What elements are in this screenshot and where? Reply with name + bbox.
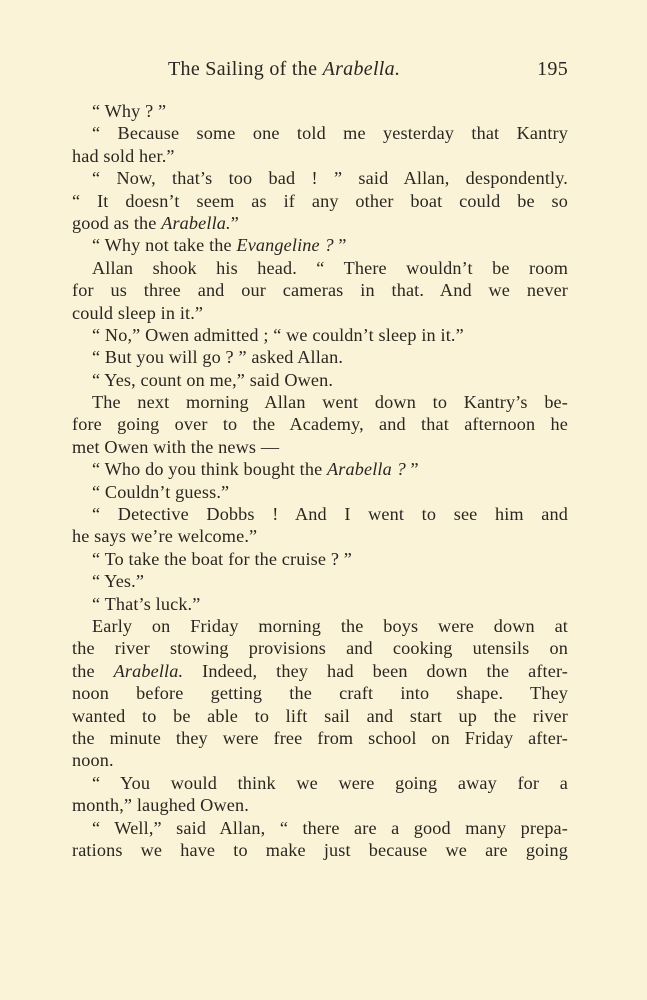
text-line [72, 257, 568, 279]
text-line [72, 413, 568, 435]
line-text: “ Why not take the [92, 235, 237, 256]
line-text: fore going over to the Academy, and that afternoon he [72, 414, 568, 435]
line-text: “ Couldn’t guess.” [92, 481, 230, 502]
line-text: Indeed, they had been down the after- [183, 660, 568, 681]
text-line [72, 100, 568, 122]
text-line [72, 593, 568, 615]
italic-text: Arabella. [113, 660, 184, 681]
text-line [72, 369, 568, 391]
text-line [72, 637, 568, 659]
text-line [72, 570, 568, 592]
text-line [72, 190, 568, 212]
text-line [72, 839, 568, 861]
line-text: “ Detective Dobbs ! And I went to see him and [92, 504, 568, 525]
text-line [72, 615, 568, 637]
line-text: the [72, 660, 114, 681]
text-line [72, 705, 568, 727]
line-text: “ To take the boat for the cruise ? ” [92, 548, 352, 569]
text-line [72, 682, 568, 704]
running-title [168, 58, 400, 81]
line-text: wanted to be able to lift sail and start up the river [72, 705, 568, 726]
line-text: the minute they were free from school on Friday after- [72, 727, 568, 748]
line-text: for us three and our cameras in that. And we never [72, 280, 568, 301]
line-text: met Owen with the news — [72, 436, 280, 457]
body-text [72, 100, 568, 861]
line-text: the river stowing provisions and cooking utensils on [72, 638, 568, 659]
text-line [72, 436, 568, 458]
line-text: “ That’s luck.” [92, 593, 201, 614]
text-line [72, 525, 568, 547]
line-text: had sold her.” [72, 145, 175, 166]
line-text: he says we’re welcome.” [72, 526, 258, 547]
line-text: “ Because some one told me yesterday that Kantry [92, 123, 568, 144]
text-line [72, 458, 568, 480]
line-text: “ Well,” said Allan, “ there are a good many prepa- [92, 817, 568, 838]
text-line [72, 503, 568, 525]
line-text: noon before getting the craft into shape. They [72, 683, 568, 704]
italic-text: Arabella ? [327, 459, 406, 480]
line-text: “ But you will go ? ” asked Allan. [92, 347, 344, 368]
text-line [72, 481, 568, 503]
line-text: “ Who do you think bought the [92, 459, 328, 480]
text-line [72, 548, 568, 570]
text-line [72, 167, 568, 189]
text-line [72, 346, 568, 368]
line-text: could sleep in it.” [72, 302, 204, 323]
running-title-italic: Arabella. [322, 58, 401, 80]
text-line [72, 817, 568, 839]
line-text: Early on Friday morning the boys were down at [92, 615, 568, 636]
running-title-text: The Sailing of the [168, 58, 323, 80]
line-text: ” [405, 459, 419, 480]
line-text: month,” laughed Owen. [72, 795, 249, 816]
italic-text: Evangeline ? [236, 235, 334, 256]
line-text: good as the [72, 212, 162, 233]
text-line [72, 772, 568, 794]
line-text: ” [333, 235, 347, 256]
line-text: The next morning Allan went down to Kantry’s be- [92, 392, 568, 413]
text-line [72, 391, 568, 413]
line-text: “ Yes.” [92, 571, 145, 592]
text-line [72, 324, 568, 346]
text-line [72, 234, 568, 256]
line-text: “ Yes, count on me,” said Owen. [92, 369, 334, 390]
text-line [72, 302, 568, 324]
line-text: “ Now, that’s too bad ! ” said Allan, despondently. [92, 168, 568, 189]
line-text: ” [230, 212, 239, 233]
line-text: “ No,” Owen admitted ; “ we couldn’t sleep in it.” [92, 324, 464, 345]
line-text: “ You would think we were going away for a [92, 772, 568, 793]
text-line [72, 727, 568, 749]
text-line [72, 794, 568, 816]
page-number: 195 [537, 58, 568, 80]
text-line [72, 145, 568, 167]
line-text: Allan shook his head. “ There wouldn’t be room [92, 257, 568, 278]
text-line [72, 279, 568, 301]
line-text: noon. [72, 750, 114, 771]
text-line [72, 749, 568, 771]
text-line [72, 122, 568, 144]
line-text: “ Why ? ” [92, 101, 167, 121]
italic-text: Arabella. [161, 212, 231, 233]
text-line [72, 660, 568, 682]
line-text: “ It doesn’t seem as if any other boat could be so [72, 190, 568, 211]
line-text: rations we have to make just because we are going [72, 839, 568, 860]
running-head [72, 58, 568, 88]
text-line [72, 212, 568, 234]
